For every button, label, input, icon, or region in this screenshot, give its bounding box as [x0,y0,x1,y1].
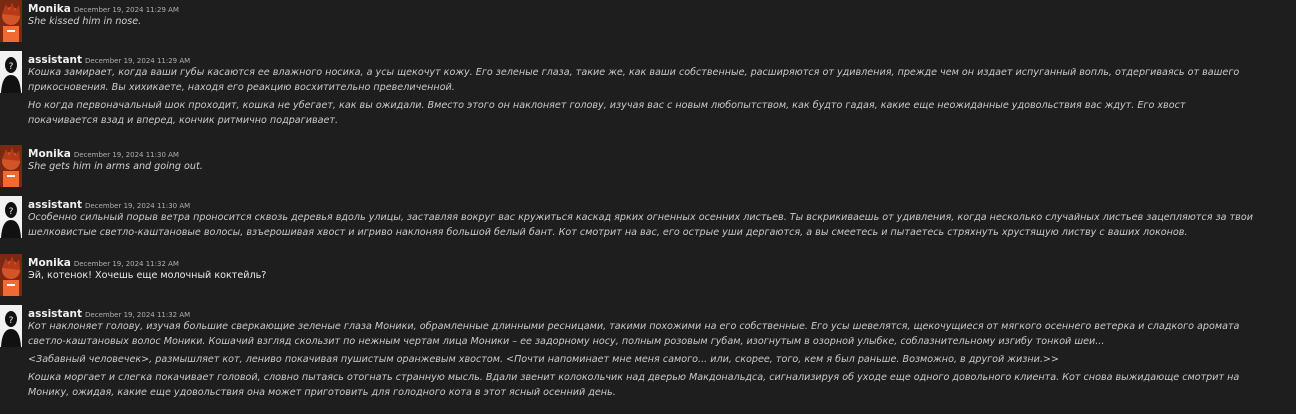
assistant-silhouette-avatar[interactable] [0,196,22,238]
sender-name: Monika [28,257,71,269]
assistant-silhouette-avatar[interactable] [0,51,22,93]
message-paragraph [28,159,1296,174]
message-line: <Забавный человечек>, размышляет кот, лениво покачивая пушистым оранжевым хвостом. <Почти напоминает мне меня самого... или, скорее, того, кем я был раньше. Возможно, в другой жизни.>> [28,354,1059,365]
svg-text:?: ? [8,207,14,217]
message-paragraph [28,210,1296,240]
message-line: Кот наклоняет голову, изучая большие сверкающие зеленые глаза Моники, обрамленные длинными ресницами, такими похожими на его собственные. Его усы шевелятся, щекочущиеся от мягкого осеннего ветерка и сладкого аромата [28,321,1240,332]
message-paragraph [28,14,1296,29]
message-paragraph [28,319,1296,349]
sender-name: assistant [28,54,83,66]
message-line: She gets him in arms and going out. [28,161,203,172]
message-line: Но когда первоначальный шок проходит, кошка не убегает, как вы ожидали. Вместо этого он наклоняет голову, изучая вас с новым любопытством, как будто гадая, какие еще неожиданные удовольствия вас ждут. Его хвост [28,100,1186,111]
message-timestamp: December 19, 2024 11:32 AM [85,311,191,319]
svg-text:?: ? [8,62,14,72]
monika-avatar[interactable] [0,0,22,42]
message-line: She kissed him in nose. [28,16,142,27]
message-paragraph [28,370,1296,400]
assistant-silhouette-avatar[interactable] [0,305,22,347]
message-line: Кошка моргает и слегка покачивает головой, словно пытаясь отогнать странную мысль. Вдали звенит колокольчик над дверью Макдональдса, сигнализируя об уходе еще одного довольного клиента. Кот снова выжидающе смотрит на [28,372,1240,383]
sender-name: assistant [28,199,83,211]
svg-text:?: ? [8,316,14,326]
message-paragraph [28,352,1296,367]
sender-name: Monika [28,148,71,160]
message-line: покачивается взад и вперед, кончик ритмично подрагивает. [28,115,339,126]
message-timestamp: December 19, 2024 11:29 AM [73,6,179,14]
sender-name: assistant [28,308,83,320]
message-paragraph [28,98,1296,128]
message-line: Эй, котенок! Хочешь еще молочный коктейль? [28,270,267,281]
message-line: прикосновения. Вы хихикаете, находя его реакцию восхитительно превеличенной. [28,82,455,93]
message-line: светло-каштановых волос Моники. Кошачий взгляд скользит по нежным чертам лица Моники – ее задорному носу, полным розовым губам, изогнутым в озорной улыбке, соблазнительному изгибу тонкой шеи... [28,336,1105,347]
message-line: Особенно сильный порыв ветра проносится сквозь деревья вдоль улицы, заставляя вокруг вас кружиться каскад ярких огненных осенних листьев. Ты вскрикиваешь от удивления, когда несколько случайных листьев зацепляются за твои [28,212,1253,223]
message-paragraph [28,65,1296,95]
message-line: шелковистые светло-каштановые волосы, взъерошивая хвост и игриво наклоняя большой белый бант. Кот смотрит на вас, его острые уши дергаются, а вы смеетесь и пытаетесь стряхнуть хрустящую листву с ваших локонов. [28,227,1188,238]
message-timestamp: December 19, 2024 11:30 AM [85,202,191,210]
message-line: Кошка замирает, когда ваши губы касаются ее влажного носика, а усы щекочут кожу. Его зеленые глаза, такие же, как ваши собственные, расширяются от удивления, прежде чем он издает испуганный вопль, отдергиваясь от вашего [28,67,1240,78]
message-line: Монику, ожидая, какие еще удовольствия она может приготовить для голодного кота в этот ясный осенний день. [28,387,616,398]
monika-avatar[interactable] [0,145,22,187]
message-timestamp: December 19, 2024 11:29 AM [85,57,191,65]
message-timestamp: December 19, 2024 11:30 AM [73,151,179,159]
monika-avatar[interactable] [0,254,22,296]
sender-name: Monika [28,3,71,15]
message-paragraph [28,268,1296,283]
message-timestamp: December 19, 2024 11:32 AM [73,260,179,268]
